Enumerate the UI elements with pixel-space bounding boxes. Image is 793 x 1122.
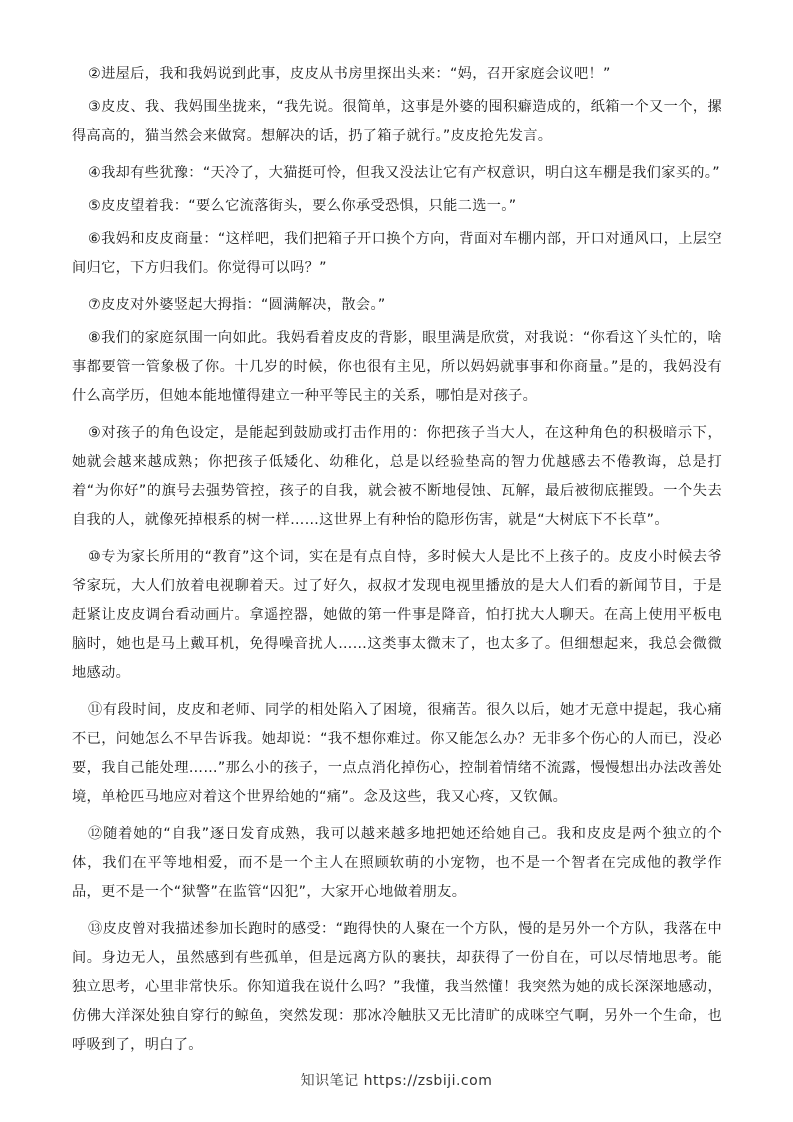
paragraph-5: ⑤皮皮望着我：“要么它流落街头，要么你承受恐惧，只能二选一。” xyxy=(88,198,517,214)
paragraph-3: ③皮皮、我、我妈围坐拢来，“我先说。很简单，这事是外婆的囤积癖造成的，纸箱一个又一个，摞得高高的，猫当然会来做窝。想解决的话，扔了箱子就行。”皮皮抢先发言。 xyxy=(72,99,722,144)
paragraph-13: ⑬皮皮曾对我描述参加长跑时的感受：“跑得快的人聚在一个方队，慢的是另外一个方队，我落在中间。身边无人，虽然感到有些孤单，但是远离方队的裹扶，却获得了一份自在，可以尽情地思考。能独立思考，心里非常快乐。你知道我在说什么吗？”我懂，我当然懂！我突然为她的成长深深地感动，仿佛大洋深处独自穿行的鲸鱼，突然发现：那冰冷触肤又无比清旷的成咪空气啊，另外一个生命，也呼吸到了，明白了。 xyxy=(72,921,722,1053)
footer-watermark: 知识笔记 https://zsbiji.com xyxy=(300,1073,493,1089)
paragraph-11: ⑪有段时间，皮皮和老师、同学的相处陷入了困境，很痛苦。很久以后，她才无意中提起，我心痛不已，问她怎么不早告诉我。她却说：“我不想你难过。你又能怎么办？无非多个伤心的人而已，没必要，我自己能处理……”那么小的孩子，一点点消化掉伤心，控制着情绪不流露，慢慢想出办法改善处境，单枪匹马地应对着这个世界给她的“痛”。念及这些，我又心疼，又钦佩。 xyxy=(72,702,722,805)
paragraph-10: ⑩专为家长所用的“教育”这个词，实在是有点自恃，多时候大人是比不上孩子的。皮皮小时候去爷爷家玩，大人们放着电视聊着天。过了好久，叔叔才发现电视里播放的是大人们看的新闻节目，于是赶紧让皮皮调台看动画片。拿遥控器，她做的第一件事是降音，怕打扰大人聊天。在高上使用平板电脑时，她也是马上戴耳机，免得噪音扰人……这类事太微末了，也太多了。但细想起来，我总会微微地感动。 xyxy=(72,549,722,681)
paragraph-7: ⑦皮皮对外婆竖起大拇指：“圆满解决，散会。” xyxy=(88,297,386,313)
document-body xyxy=(72,60,722,1068)
paragraph-12: ⑫随着她的“自我”逐日发育成熟，我可以越来越多地把她还给她自己。我和皮皮是两个独立的个体，我们在平等地相爱，而不是一个主人在照顾软萌的小宠物，也不是一个智者在完成他的教学作品，更不是一个“狱警”在监管“囚犯”，大家开心地做着朋友。 xyxy=(72,826,722,900)
paragraph-2: ②进屋后，我和我妈说到此事，皮皮从书房里探出头来：“妈，召开家庭会议吧！” xyxy=(88,66,611,82)
paragraph-8: ⑧我们的家庭氛围一向如此。我妈看着皮皮的背影，眼里满是欣赏，对我说：“你看这丫头忙的，啥事都要管一管象极了你。十几岁的时候，你也很有主见，所以妈妈就事事和你商量。”是的，我妈没有什么高学历，但她本能地懂得建立一种平等民主的关系，哪怕是对孩子。 xyxy=(72,330,722,404)
paragraph-6: ⑥我妈和皮皮商量：“这样吧，我们把箱子开口换个方向，背面对车棚内部，开口对通风口，上层空间归它，下方归我们。你觉得可以吗？” xyxy=(72,231,722,276)
paragraph-9: ⑨对孩子的角色设定，是能起到鼓励或打击作用的：你把孩子当大人，在这种角色的积极暗示下，她就会越来越成熟；你把孩子低矮化、幼稚化，总是以经验垫高的智力优越感去不倦教诲，总是打着“为你好”的旗号去强势管控，孩子的自我，就会被不断地侵蚀、瓦解，最后被彻底摧毁。一个失去自我的人，就像死掉根系的树一样……这世界上有种怡的隐形伤害，就是“大树底下不长草”。 xyxy=(72,425,722,528)
paragraph-4: ④我却有些犹豫：“天冷了，大猫挺可怜，但我又没法让它有产权意识，明白这车棚是我们家买的。” xyxy=(88,165,720,181)
